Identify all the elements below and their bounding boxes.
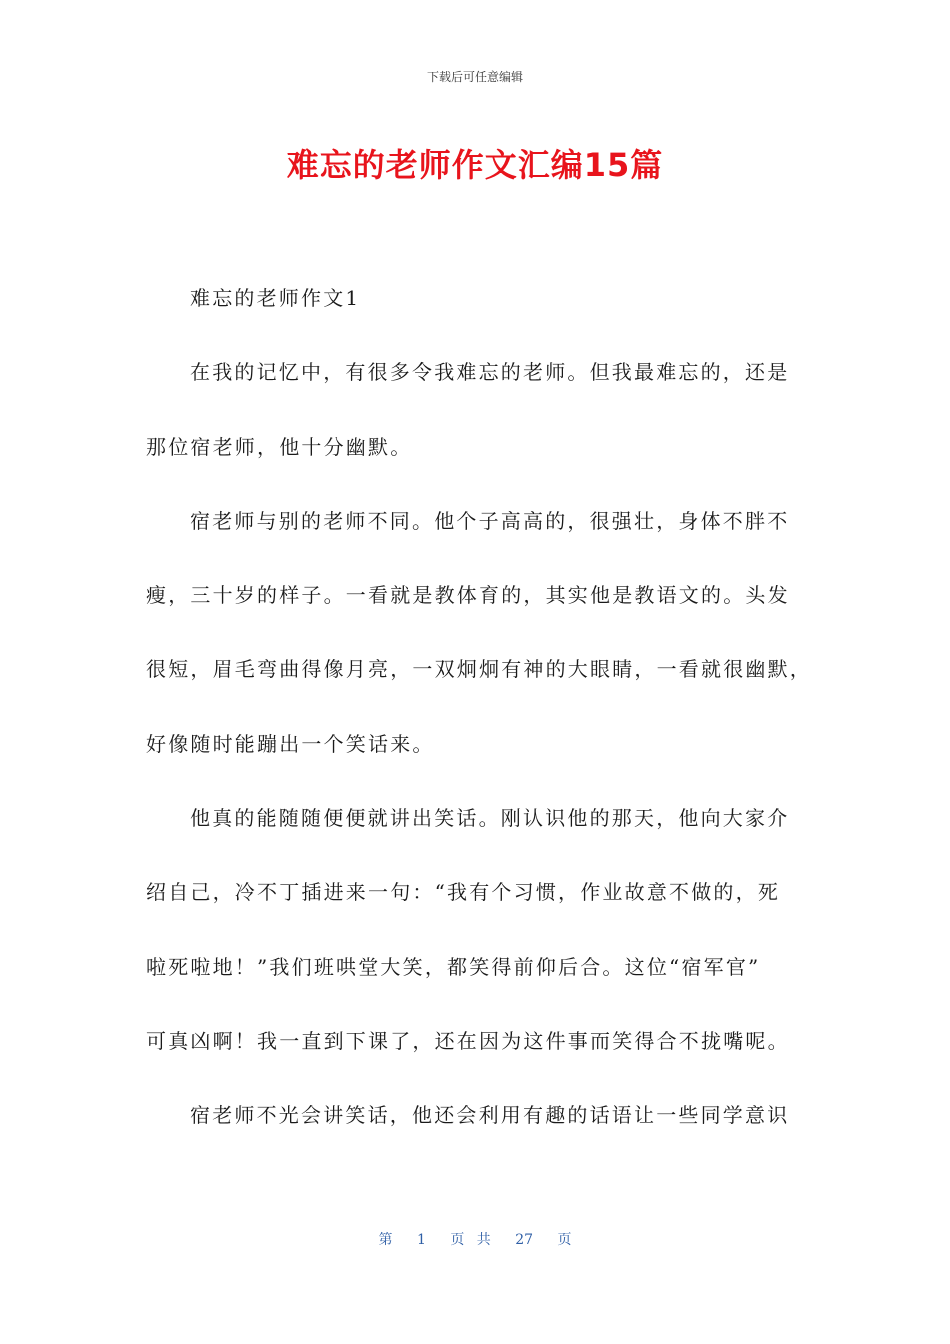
text-line: 绍自己，冷不丁插进来一句：“我有个习惯，作业故意不做的，死	[146, 880, 781, 905]
text-line: 难忘的老师作文1	[190, 286, 361, 310]
page-total: 27	[515, 1232, 534, 1248]
text-line: 可真凶啊！我一直到下课了，还在因为这件事而笑得合不拢嘴呢。	[146, 1028, 790, 1053]
text-line: 很短，眉毛弯曲得像月亮，一双炯炯有神的大眼睛，一看就很幽默，	[146, 657, 812, 682]
header-note: 下载后可任意编辑	[426, 70, 523, 84]
page-number: 1	[416, 1232, 426, 1248]
document-body	[146, 278, 812, 1170]
text-line: 瘦，三十岁的样子。一看就是教体育的，其实他是教语文的。头发	[146, 583, 790, 608]
text-line: 他真的能随随便便就讲出笑话。刚认识他的那天，他向大家介	[190, 806, 790, 831]
document-title: 难忘的老师作文汇编15篇	[286, 146, 664, 184]
page-prefix: 第	[378, 1232, 393, 1248]
text-line: 在我的记忆中，有很多令我难忘的老师。但我最难忘的，还是	[190, 360, 790, 385]
text-line: 宿老师与别的老师不同。他个子高高的，很强壮，身体不胖不	[190, 508, 790, 533]
text-line: 那位宿老师，他十分幽默。	[146, 434, 413, 459]
page-middle: 页 共	[450, 1232, 491, 1248]
text-line: 好像随时能蹦出一个笑话来。	[146, 731, 435, 756]
page-footer	[0, 1229, 950, 1249]
text-line: 啦死啦地！”我们班哄堂大笑，都笑得前仰后合。这位“宿军官”	[146, 954, 761, 979]
page-suffix: 页	[557, 1232, 572, 1248]
text-line: 宿老师不光会讲笑话，他还会利用有趣的话语让一些同学意识	[190, 1103, 790, 1128]
